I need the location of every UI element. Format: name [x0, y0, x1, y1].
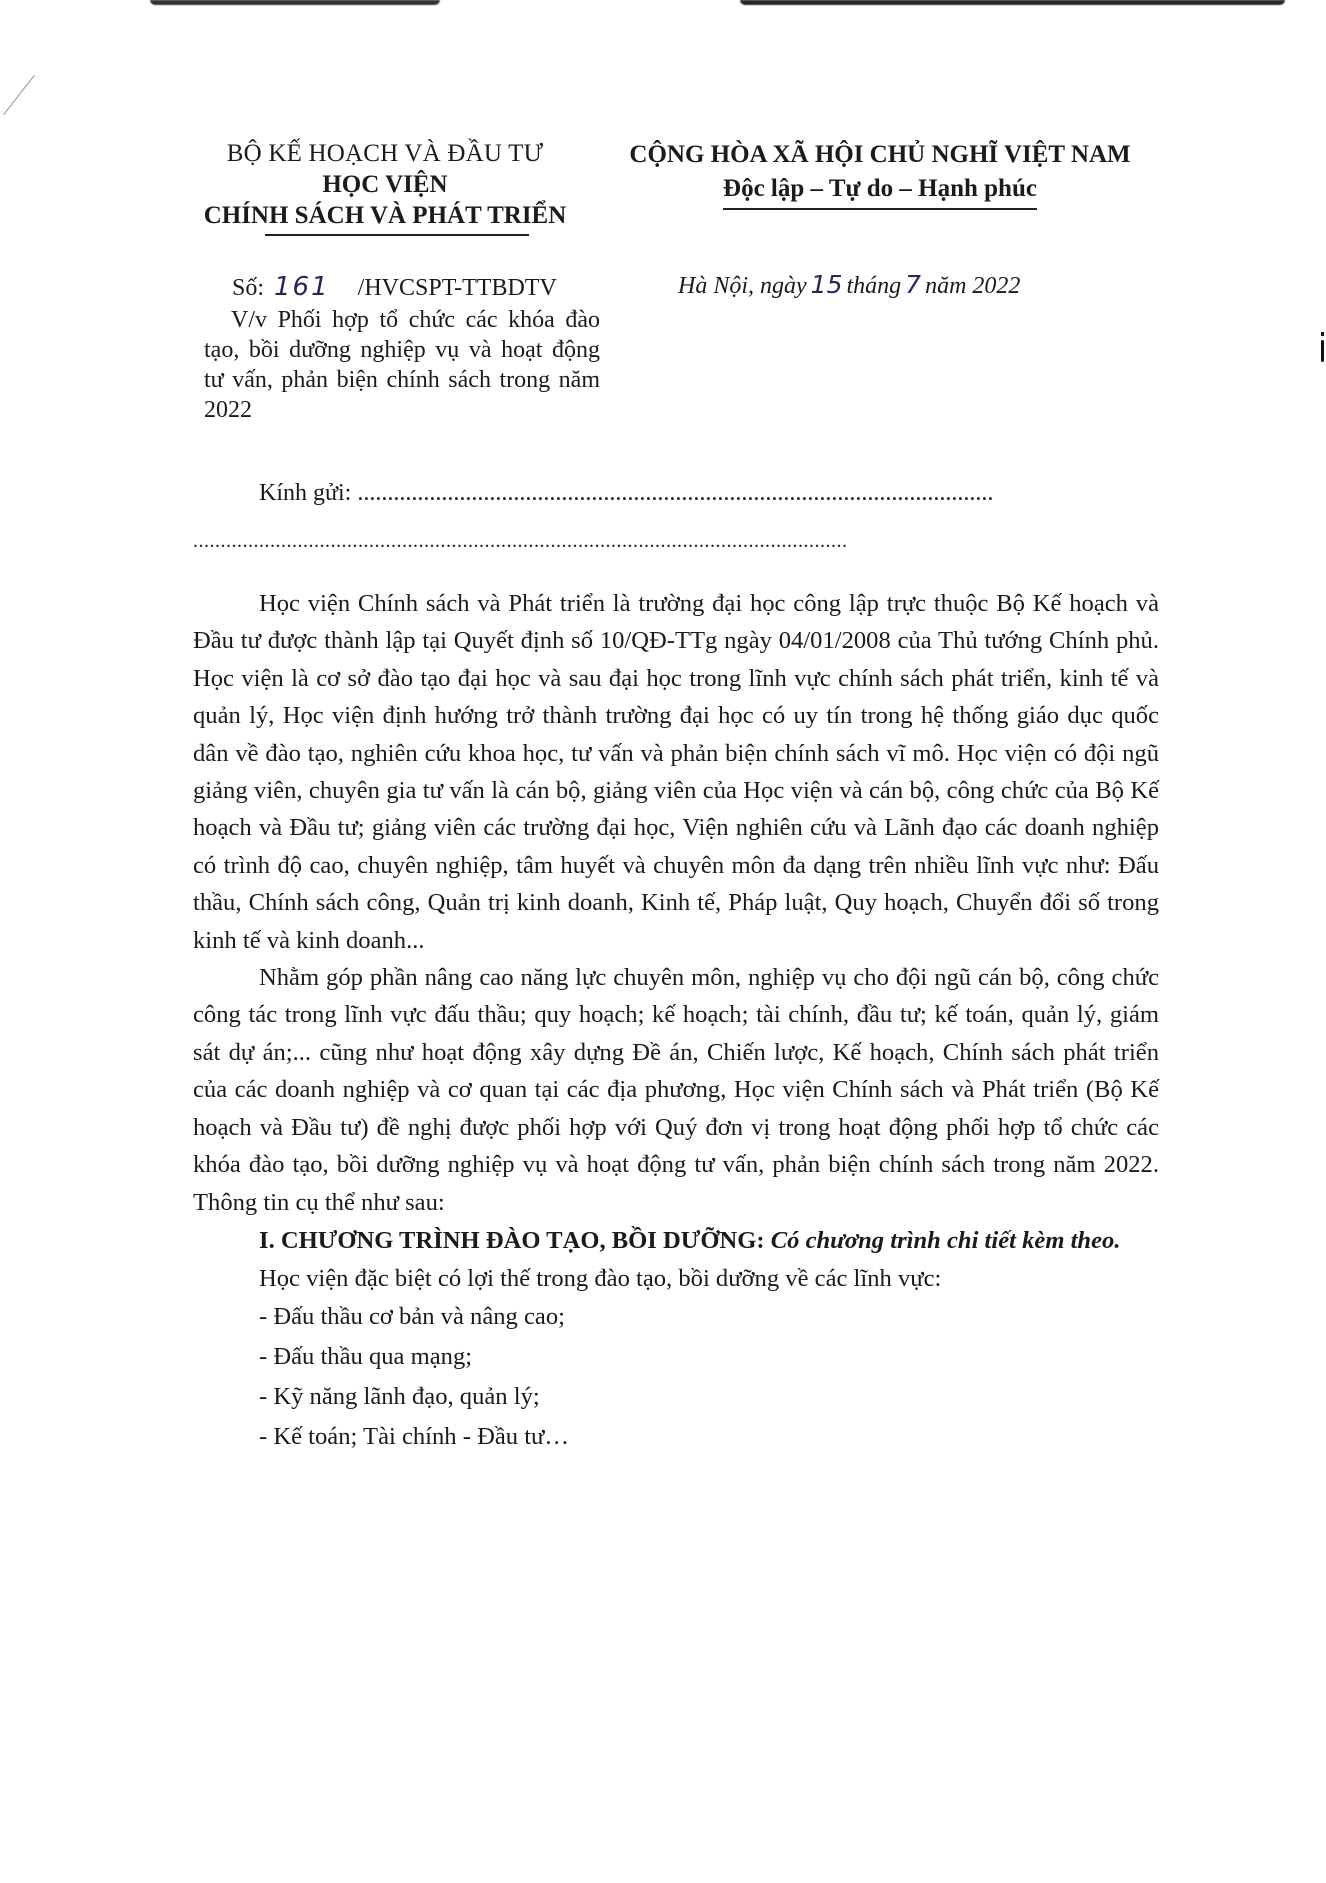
- scan-edge-mark: [1321, 340, 1324, 362]
- document-number: [232, 272, 557, 302]
- doc-number-label: Số:: [232, 275, 265, 301]
- list-item: - Kỹ năng lãnh đạo, quản lý;: [259, 1383, 540, 1411]
- issuing-authority-block: [160, 138, 610, 236]
- academy-name-line1: HỌC VIỆN: [322, 171, 448, 198]
- scan-artifact-top-right: [740, 0, 1285, 5]
- letter-body: [193, 585, 1159, 1457]
- body-paragraph: Học viện Chính sách và Phát triển là trường đại học công lập trực thuộc Bộ Kế hoạch và Đầu tư được thành lập tại Quyết định số 10/QĐ-TTg ngày 04/01/2008 của Thủ tướng Chính phủ. Học viện là cơ sở đào tạo đại học và sau đại học trong lĩnh vực chính sách phát triển, kinh tế và quản lý, Học viện định hướng trở thành trường đại học có uy tín trong hệ thống giáo dục quốc dân về đào tạo, nghiên cứu khoa học, tư vấn và phản biện chính sách vĩ mô. Học viện có đội ngũ giảng viên, chuyên gia tư vấn là cán bộ, giảng viên của Học viện và cán bộ, công chức của Bộ Kế hoạch và Đầu tư; giảng viên các trường đại học, Viện nghiên cứu và Lãnh đạo các doanh nghiệp có trình độ cao, chuyên nghiệp, tâm huyết và chuyên môn đa dạng trên nhiều lĩnh vực như: Đấu thầu, Chính sách công, Quản trị kinh doanh, Kinh tế, Pháp luật, Quy hoạch, Chuyển đổi số trong kinh tế và kinh doanh...: [193, 590, 1159, 954]
- date-day-handwritten: 15: [810, 270, 843, 299]
- national-title-block: [620, 138, 1140, 210]
- doc-number-handwritten: 161: [274, 272, 330, 302]
- scan-artifact-top-left: [150, 0, 440, 5]
- scan-scratch-mark: [3, 75, 35, 115]
- header-underline: [265, 234, 529, 236]
- doc-number-code: /HVCSPT-TTBDTV: [357, 275, 557, 301]
- recipient-blank-line2: .......................................................................................................................: [193, 530, 848, 552]
- recipient-blank: ..........................................................................................................: [357, 480, 994, 506]
- month-label: tháng: [846, 273, 902, 299]
- academy-name-line2: CHÍNH SÁCH VÀ PHÁT TRIỂN: [203, 202, 567, 229]
- date-month-handwritten: 7: [905, 270, 922, 299]
- recipient-line: [259, 480, 993, 507]
- place-and-date: [678, 270, 1020, 300]
- national-motto: Độc lập – Tự do – Hạnh phúc: [723, 172, 1037, 210]
- section-title: I. CHƯƠNG TRÌNH ĐÀO TẠO, BỒI DƯỠNG:: [259, 1226, 765, 1254]
- place-prefix: Hà Nội, ngày: [678, 273, 807, 299]
- country-name: CỘNG HÒA XÃ HỘI CHỦ NGHĨ VIỆT NAM: [629, 141, 1131, 168]
- section-note: Có chương trình chi tiết kèm theo.: [770, 1226, 1121, 1254]
- ministry-name: BỘ KẾ HOẠCH VÀ ĐẦU TƯ: [226, 140, 544, 167]
- scan-edge-mark: [1321, 332, 1324, 336]
- list-item: - Kế toán; Tài chính - Đầu tư…: [259, 1423, 569, 1451]
- list-item: - Đấu thầu cơ bản và nâng cao;: [259, 1303, 565, 1331]
- list-intro: Học viện đặc biệt có lợi thế trong đào tạo, bồi dưỡng về các lĩnh vực:: [259, 1264, 942, 1292]
- recipient-label: Kính gửi:: [259, 480, 352, 506]
- section-heading: [193, 1221, 1159, 1260]
- body-paragraph: Nhằm góp phần nâng cao năng lực chuyên môn, nghiệp vụ cho đội ngũ cán bộ, công chức công tác trong lĩnh vực đấu thầu; quy hoạch; kế hoạch; tài chính, đầu tư; kế toán, quản lý, giám sát dự án;... cũng như hoạt động xây dựng Đề án, Chiến lược, Kế hoạch, Chính sách phát triển của các doanh nghiệp và cơ quan tại các địa phương, Học viện Chính sách và Phát triển (Bộ Kế hoạch và Đầu tư) đề nghị được phối hợp với Quý đơn vị trong hoạt động phối hợp tổ chức các khóa đào tạo, bồi dưỡng nghiệp vụ và hoạt động tư vấn, phản biện chính sách trong năm 2022. Thông tin cụ thể như sau:: [193, 964, 1159, 1216]
- subject-summary: [204, 305, 600, 425]
- subject-text: V/v Phối hợp tổ chức các khóa đào tạo, bồi dưỡng nghiệp vụ và hoạt động tư vấn, phản biện chính sách trong năm 2022: [204, 307, 600, 423]
- list-item: - Đấu thầu qua mạng;: [259, 1343, 473, 1371]
- year-label: năm 2022: [925, 273, 1021, 299]
